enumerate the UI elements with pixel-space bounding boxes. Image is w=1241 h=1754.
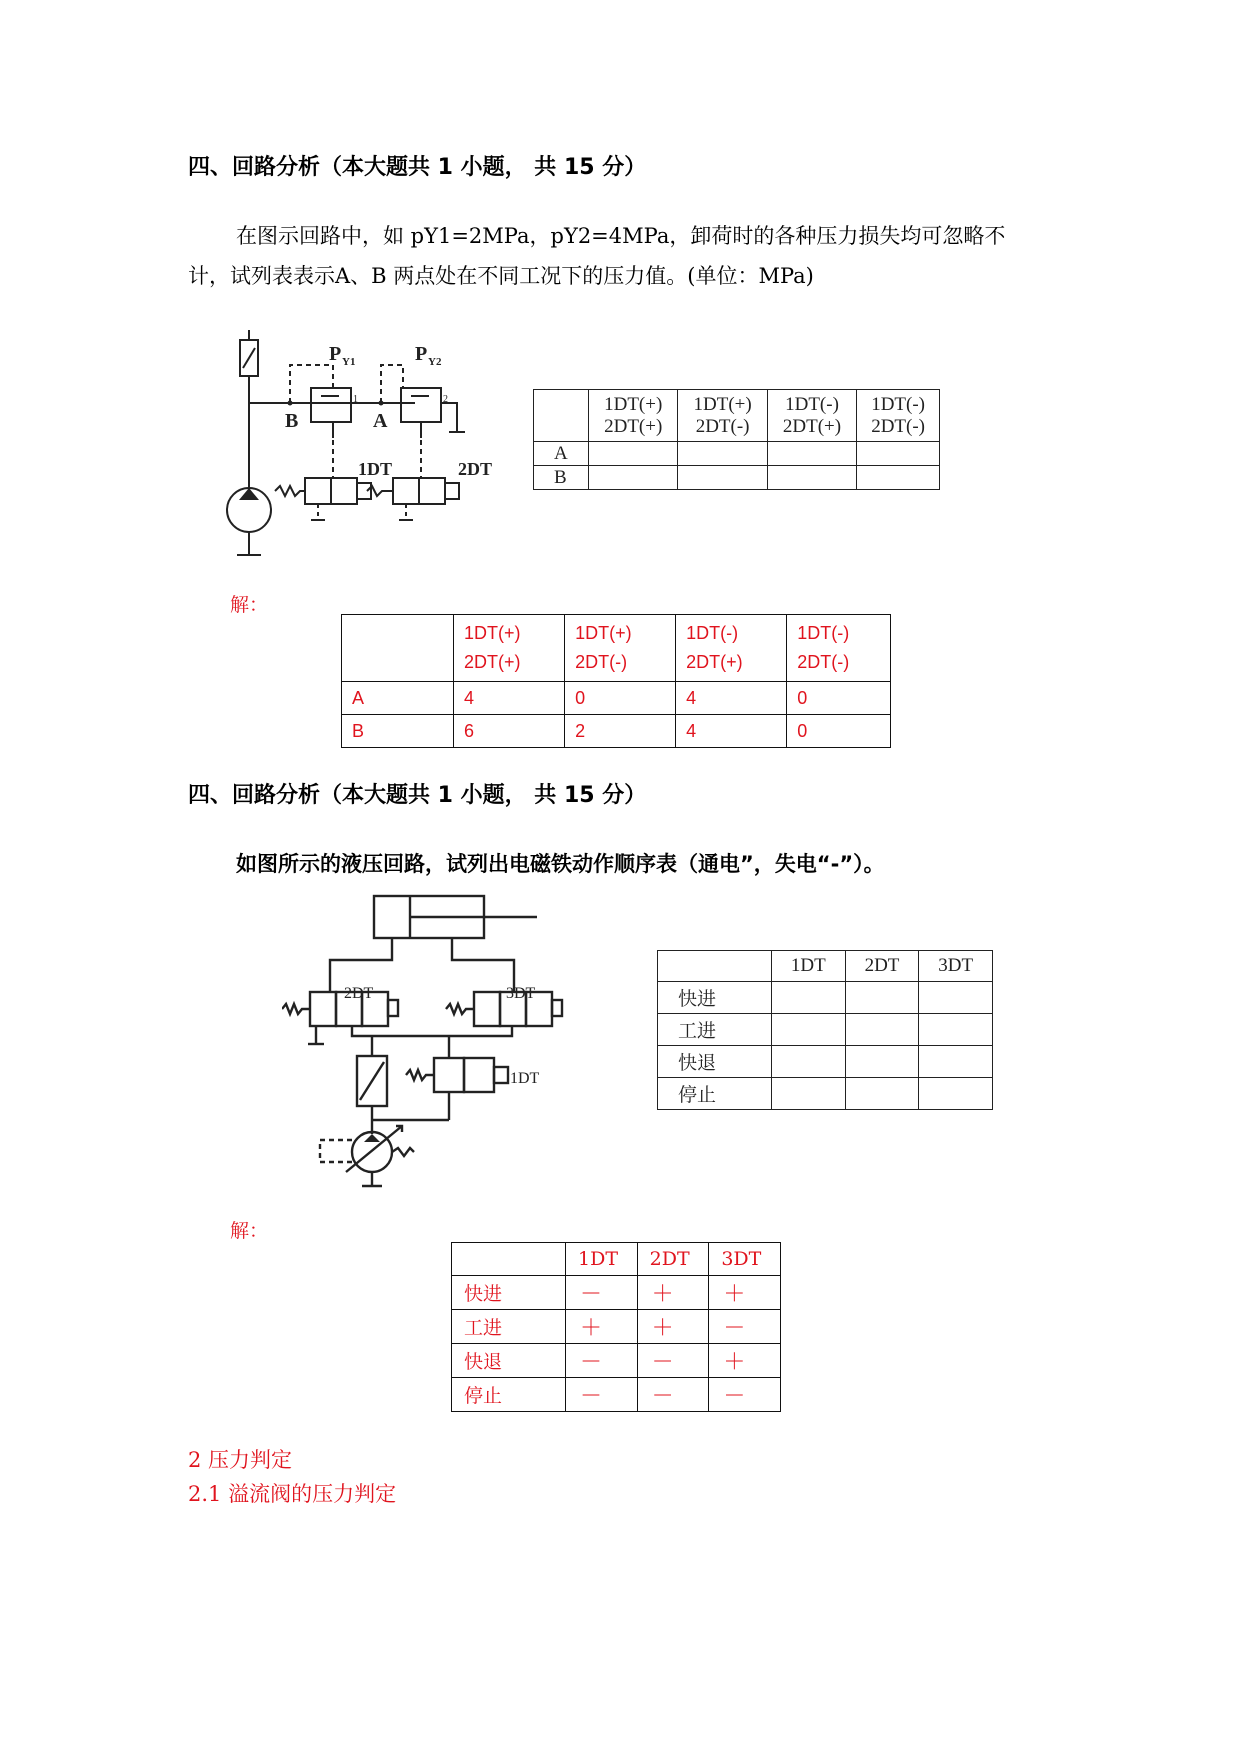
dt1-label-2: 1DT <box>510 1070 540 1087</box>
point-a-label: A <box>373 410 388 432</box>
py2-label: P <box>415 343 428 365</box>
dt3-label-2: 3DT <box>506 985 536 1002</box>
a1-header-4: 1DT(-) 2DT(-) <box>787 615 891 682</box>
q1-header-2: 1DT(+) 2DT(-) <box>678 390 767 442</box>
q2-header-3: 3DT <box>919 951 993 982</box>
dt2-label: 2DT <box>458 459 493 479</box>
table-row: 停止 － － － <box>452 1378 781 1412</box>
table-row: 快进 － ＋ ＋ <box>452 1276 781 1310</box>
point-b-label: B <box>285 410 299 432</box>
a2-header-1: 1DT <box>566 1243 638 1276</box>
dt2-label-2: 2DT <box>344 985 374 1002</box>
q1-row-label-b: B <box>534 466 589 490</box>
table-row: 快退 － － ＋ <box>452 1344 781 1378</box>
hydraulic-circuit-diagram-1 <box>225 330 530 560</box>
a1-header-2: 1DT(+) 2DT(-) <box>565 615 676 682</box>
py1-label: P <box>329 343 342 365</box>
q1-header-3: 1DT(-) 2DT(+) <box>767 390 856 442</box>
section2-question-table: 1DT 2DT 3DT 快进 工进 快退 停止 <box>657 950 993 1110</box>
section2-question: 如图所示的液压回路，试列出电磁铁动作顺序表（通电”，失电“-”）。 <box>236 852 885 876</box>
q1-header-4: 1DT(-) 2DT(-) <box>857 390 940 442</box>
py2-sub-label: Y2 <box>428 356 442 368</box>
q2-header-2: 2DT <box>845 951 919 982</box>
hydraulic-circuit-diagram-2 <box>282 890 622 1190</box>
q1-row-label-a: A <box>534 442 589 466</box>
section2-heading: 四、回路分析（本大题共 1 小题， 共 15 分） <box>188 783 647 808</box>
port2-label: 2 <box>443 394 448 405</box>
q1-header-1: 1DT(+) 2DT(+) <box>589 390 678 442</box>
table-row: 工进 ＋ ＋ － <box>452 1310 781 1344</box>
table-row: A 4 0 4 0 <box>342 682 891 715</box>
section1-heading: 四、回路分析（本大题共 1 小题， 共 15 分） <box>188 155 647 180</box>
a1-header-1: 1DT(+) 2DT(+) <box>454 615 565 682</box>
section1-question-table <box>533 389 940 490</box>
a2-header-3: 3DT <box>709 1243 781 1276</box>
section1-answer-label: 解： <box>230 594 269 616</box>
dt1-label: 1DT <box>358 459 393 479</box>
footer-heading-2-1: 2.1 溢流阀的压力判定 <box>188 1482 397 1506</box>
port1-label: 1 <box>353 394 358 405</box>
section2-answer-table <box>451 1242 781 1412</box>
footer-heading-2: 2 压力判定 <box>188 1448 293 1472</box>
section1-question-line2: 计，试列表表示A、B 两点处在不同工况下的压力值。(单位：MPa) <box>188 264 814 288</box>
table-row: B 6 2 4 0 <box>342 715 891 748</box>
section1-answer-table <box>341 614 891 748</box>
section1-question-line1: 在图示回路中，如 pY1=2MPa，pY2=4MPa，卸荷时的各种压力损失均可忽略不 <box>236 224 1006 248</box>
q2-header-1: 1DT <box>772 951 846 982</box>
py1-sub-label: Y1 <box>342 356 356 368</box>
a1-header-3: 1DT(-) 2DT(+) <box>676 615 787 682</box>
section2-answer-label: 解： <box>230 1220 269 1242</box>
a2-header-2: 2DT <box>637 1243 709 1276</box>
